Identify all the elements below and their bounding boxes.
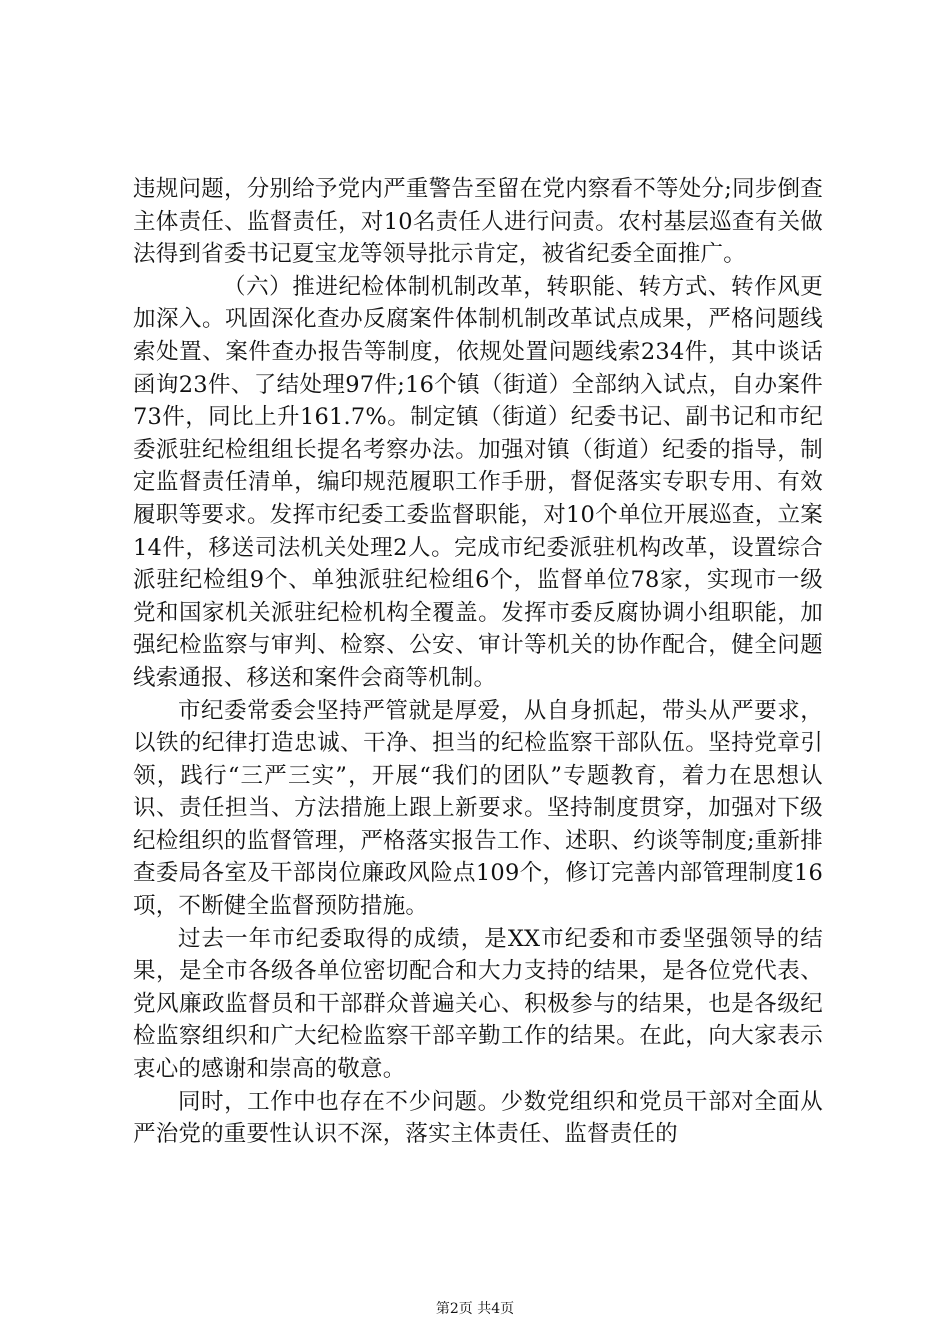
paragraph-achievements: 过去一年市纪委取得的成绩，是XX市纪委和市委坚强领导的结果，是全市各级各单位密切配合和大力支持的结果，是各位党代表、党风廉政监督员和干部群众普遍关心、积极参与的结果，也是各级纪检监察组织和广大纪检监察干部辛勤工作的结果。在此，向大家表示衷心的感谢和崇高的敬意。	[133, 925, 823, 1083]
paragraph-standing-committee: 市纪委常委会坚持严管就是厚爱，从自身抓起，带头从严要求，以铁的纪律打造忠诚、干净、担当的纪检监察干部队伍。坚持党章引领，践行“三严三实”，开展“我们的团队”专题教育，着力在思想认识、责任担当、方法措施上跟上新要求。坚持制度贯穿，加强对下级纪检组织的监督管理，严格落实报告工作、述职、约谈等制度;重新排查委局各室及干部岗位廉政风险点109个，修订完善内部管理制度16项，不断健全监督预防措施。	[133, 697, 823, 920]
paragraph-continuation: 违规问题，分别给予党内严重警告至留在党内察看不等处分;同步倒查主体责任、监督责任，对10名责任人进行问责。农村基层巡查有关做法得到省委书记夏宝龙等领导批示肯定，被省纪委全面推广。	[133, 176, 823, 268]
page-number-footer: 第2页 共4页	[435, 1301, 515, 1317]
paragraph-problems: 同时，工作中也存在不少问题。少数党组织和党员干部对全面从严治党的重要性认识不深，落实主体责任、监督责任的	[133, 1088, 823, 1148]
document-body	[133, 173, 823, 1151]
paragraph-section-six: （六）推进纪检体制机制改革，转职能、转方式、转作风更加深入。巩固深化查办反腐案件体制机制改革试点成果，严格问题线索处置、案件查办报告等制度，依规处置问题线索234件，其中谈话函询23件、了结处理97件;16个镇（街道）全部纳入试点，自办案件73件，同比上升161.7%。制定镇（街道）纪委书记、副书记和市纪委派驻纪检组组长提名考察办法。加强对镇（街道）纪委的指导，制定监督责任清单，编印规范履职工作手册，督促落实专职专用、有效履职等要求。发挥市纪委工委监督职能，对10个单位开展巡查，立案14件，移送司法机关处理2人。完成市纪委派驻机构改革，设置综合派驻纪检组9个、单独派驻纪检组6个，监督单位78家，实现市一级党和国家机关派驻纪检机构全覆盖。发挥市委反腐协调小组职能，加强纪检监察与审判、检察、公安、审计等机关的协作配合，健全问题线索通报、移送和案件会商等机制。	[133, 273, 823, 691]
